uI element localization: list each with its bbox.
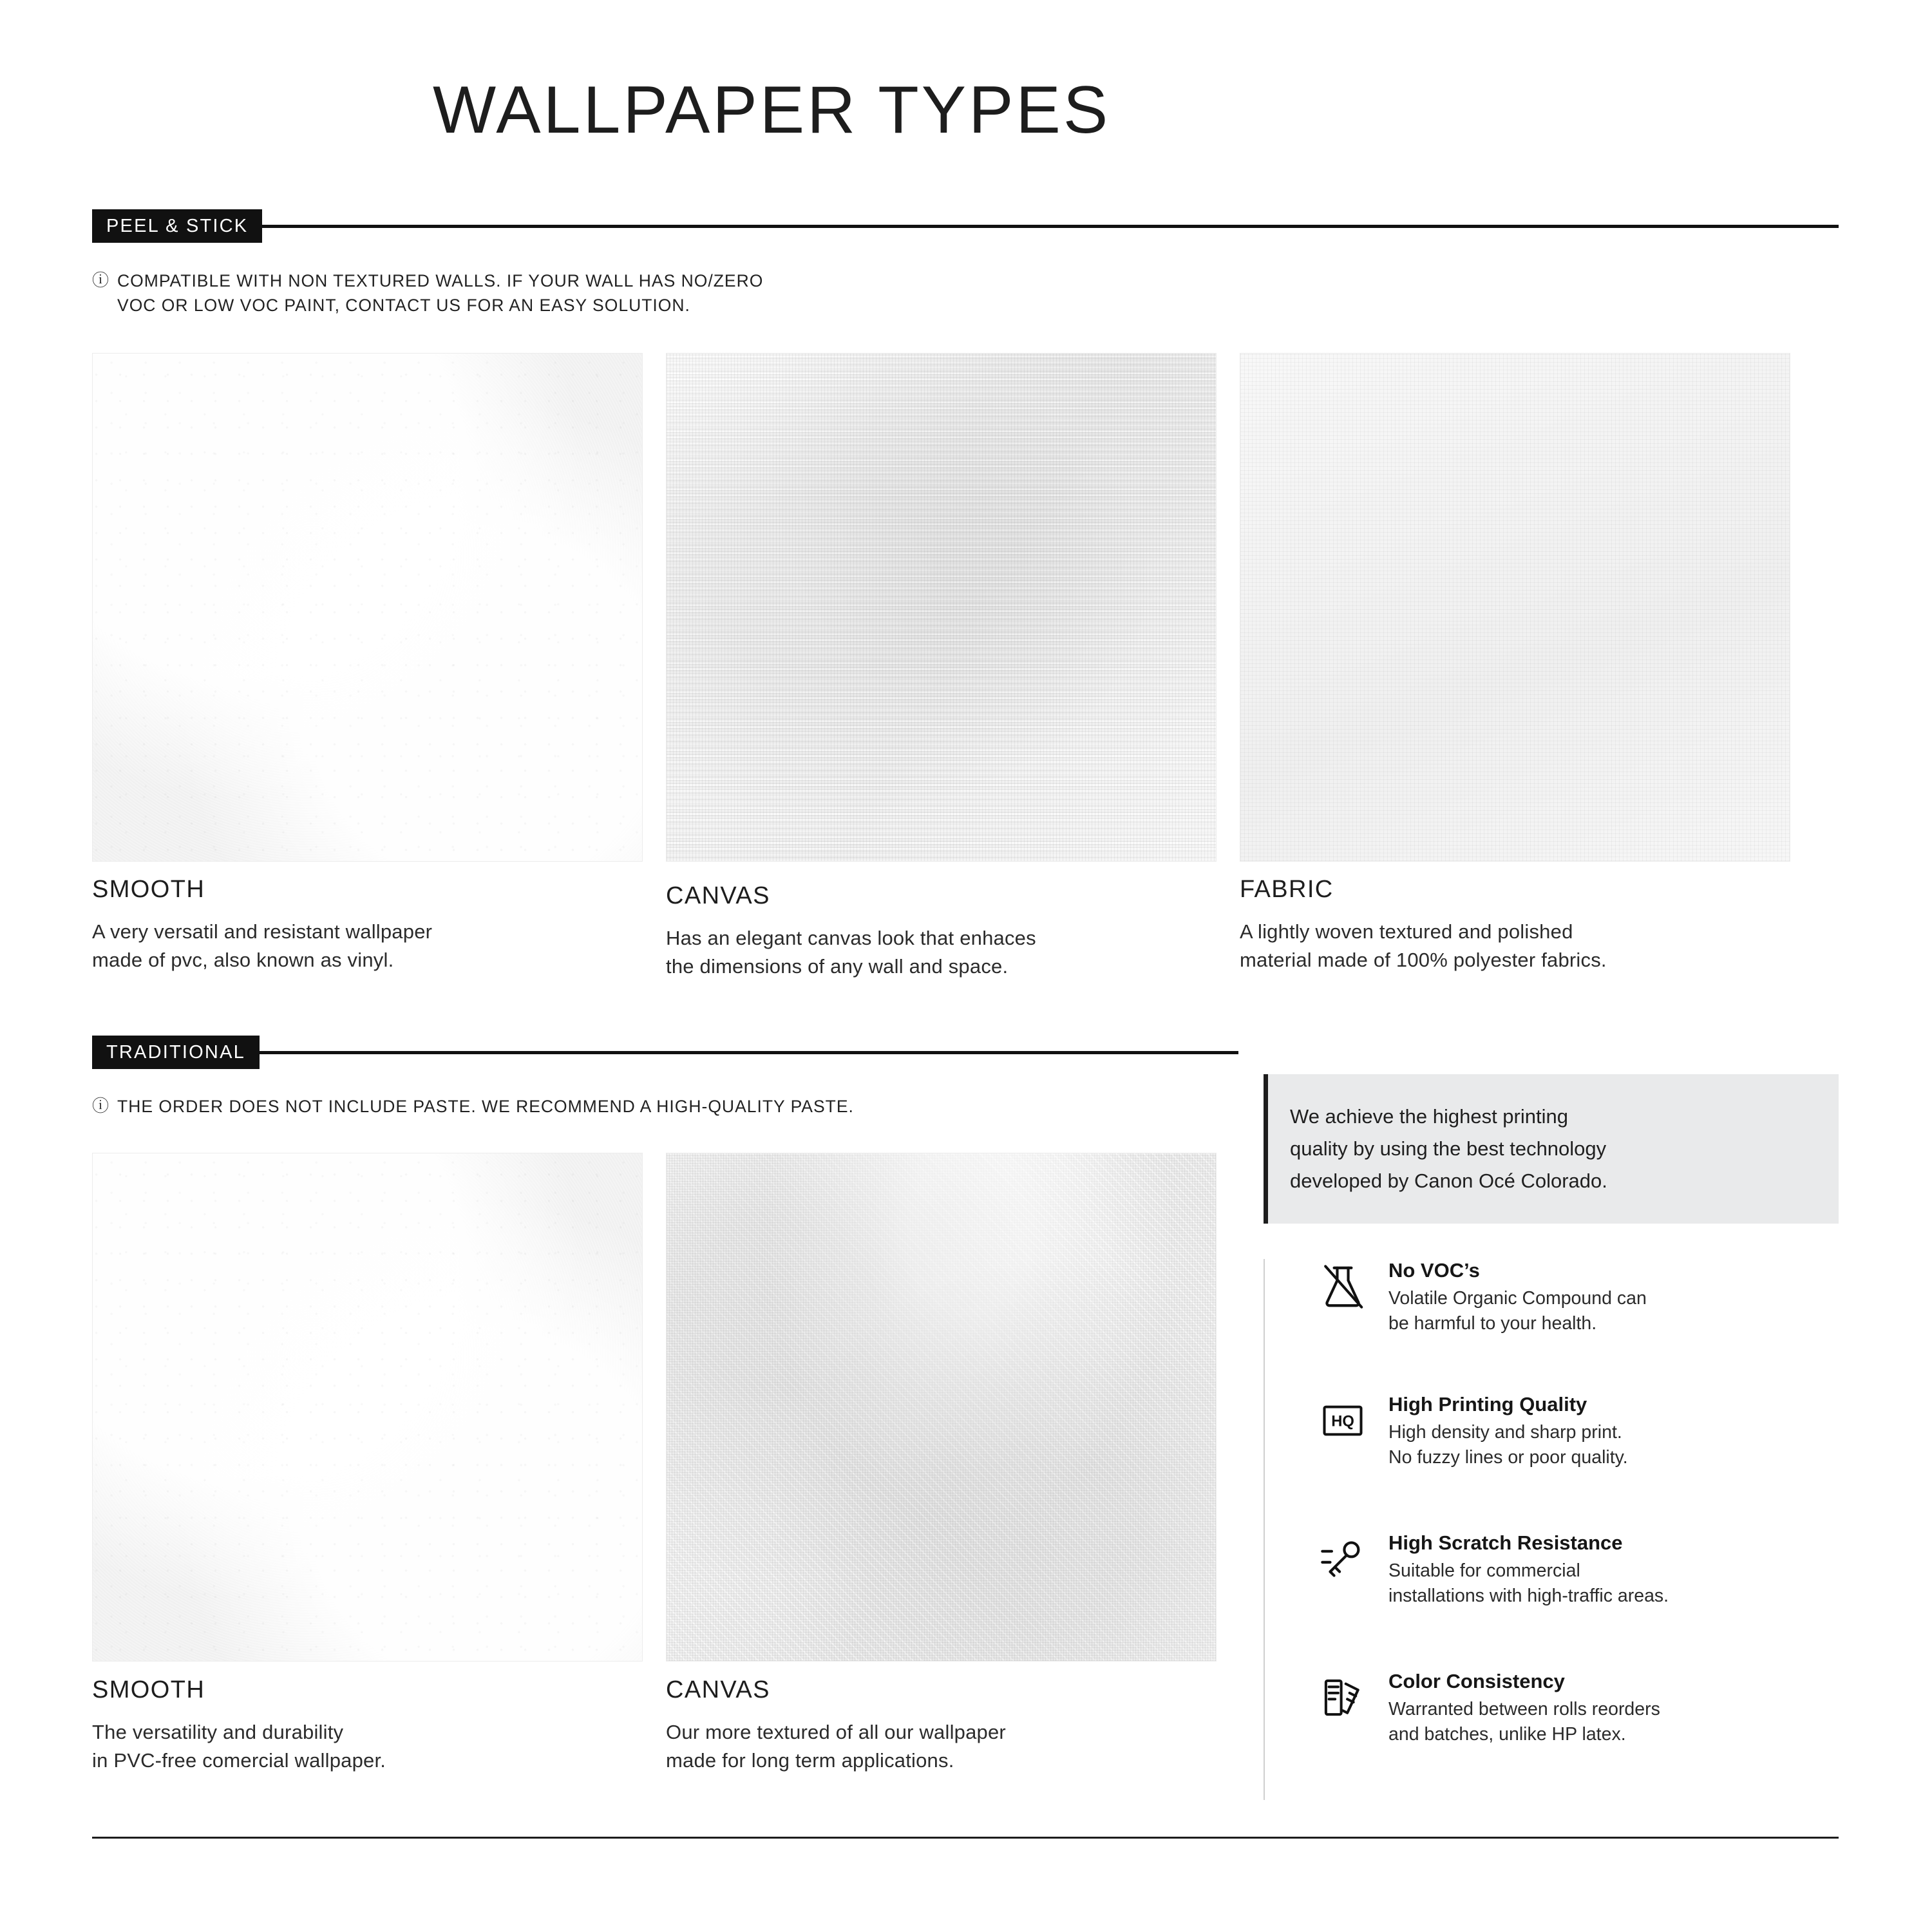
section-header-peel-stick	[92, 209, 1839, 243]
feature-body: Volatile Organic Compound can be harmful to your health.	[1388, 1288, 1647, 1334]
card-desc-trad-canvas: Our more textured of all our wallpaper made for long term applications.	[666, 1721, 1006, 1772]
info-icon: ⓘ	[92, 1096, 110, 1115]
card-desc-trad-smooth: The versatility and durability in PVC-free comercial wallpaper.	[92, 1721, 386, 1772]
scratch-resistance-icon	[1315, 1531, 1370, 1587]
note-text: THE ORDER DOES NOT INCLUDE PASTE. WE RECOMMEND A HIGH-QUALITY PASTE.	[117, 1097, 854, 1116]
section-tag-traditional: TRADITIONAL	[92, 1036, 260, 1069]
footer-divider	[92, 1837, 1839, 1839]
info-icon: ⓘ	[92, 270, 110, 290]
section-tag-peel-stick: PEEL & STICK	[92, 209, 262, 243]
printing-quality-text: We achieve the highest printing quality by using the best technology developed by Canon Océ Colorado.	[1290, 1104, 1607, 1193]
note-text: COMPATIBLE WITH NON TEXTURED WALLS. IF YOUR WALL HAS NO/ZERO VOC OR LOW VOC PAINT, CONTACT US FOR AN EASY SOLUTION.	[117, 271, 764, 315]
section-divider	[262, 225, 1839, 228]
accent-bar	[1264, 1074, 1268, 1224]
swatch-peel-stick-fabric	[1240, 353, 1790, 862]
card-title-peel-canvas: CANVAS	[666, 882, 770, 909]
feature-list-divider	[1264, 1259, 1265, 1800]
card-desc-peel-fabric: A lightly woven textured and polished material made of 100% polyester fabrics.	[1240, 920, 1607, 972]
printing-quality-statement	[1264, 1074, 1839, 1224]
no-voc-icon	[1315, 1259, 1370, 1314]
feature-text	[1388, 1259, 1647, 1337]
swatch-traditional-canvas	[666, 1153, 1217, 1662]
section-divider	[260, 1051, 1238, 1054]
feature-color-consistency	[1315, 1670, 1824, 1748]
note-traditional	[92, 1095, 1187, 1119]
card-desc-peel-smooth: A very versatil and resistant wallpaper made of pvc, also known as vinyl.	[92, 920, 433, 972]
note-peel-stick	[92, 269, 1122, 317]
feature-title: No VOC’s	[1388, 1259, 1480, 1282]
feature-no-voc	[1315, 1259, 1824, 1337]
swatch-traditional-smooth	[92, 1153, 643, 1662]
feature-body: Warranted between rolls reorders and batches, unlike HP latex.	[1388, 1699, 1660, 1745]
feature-text	[1388, 1531, 1669, 1609]
feature-title: Color Consistency	[1388, 1670, 1565, 1692]
feature-text	[1388, 1670, 1660, 1748]
svg-text:HQ: HQ	[1331, 1412, 1354, 1430]
feature-title: High Scratch Resistance	[1388, 1531, 1623, 1554]
feature-title: High Printing Quality	[1388, 1393, 1587, 1416]
feature-scratch-resistance	[1315, 1531, 1824, 1609]
card-desc-peel-canvas: Has an elegant canvas look that enhaces the dimensions of any wall and space.	[666, 927, 1036, 978]
feature-body: High density and sharp print. No fuzzy lines or poor quality.	[1388, 1422, 1628, 1468]
hq-print-icon	[1315, 1393, 1370, 1448]
card-title-peel-fabric: FABRIC	[1240, 876, 1334, 903]
section-header-traditional	[92, 1036, 1238, 1069]
feature-high-printing-quality	[1315, 1393, 1824, 1471]
swatch-peel-stick-smooth	[92, 353, 643, 862]
color-consistency-icon	[1315, 1670, 1370, 1725]
card-title-peel-smooth: SMOOTH	[92, 876, 205, 903]
card-title-trad-canvas: CANVAS	[666, 1676, 770, 1703]
page-title: WALLPAPER TYPES	[433, 73, 1111, 147]
swatch-peel-stick-canvas	[666, 353, 1217, 862]
feature-text	[1388, 1393, 1628, 1471]
feature-body: Suitable for commercial installations with high-traffic areas.	[1388, 1560, 1669, 1607]
card-title-trad-smooth: SMOOTH	[92, 1676, 205, 1703]
